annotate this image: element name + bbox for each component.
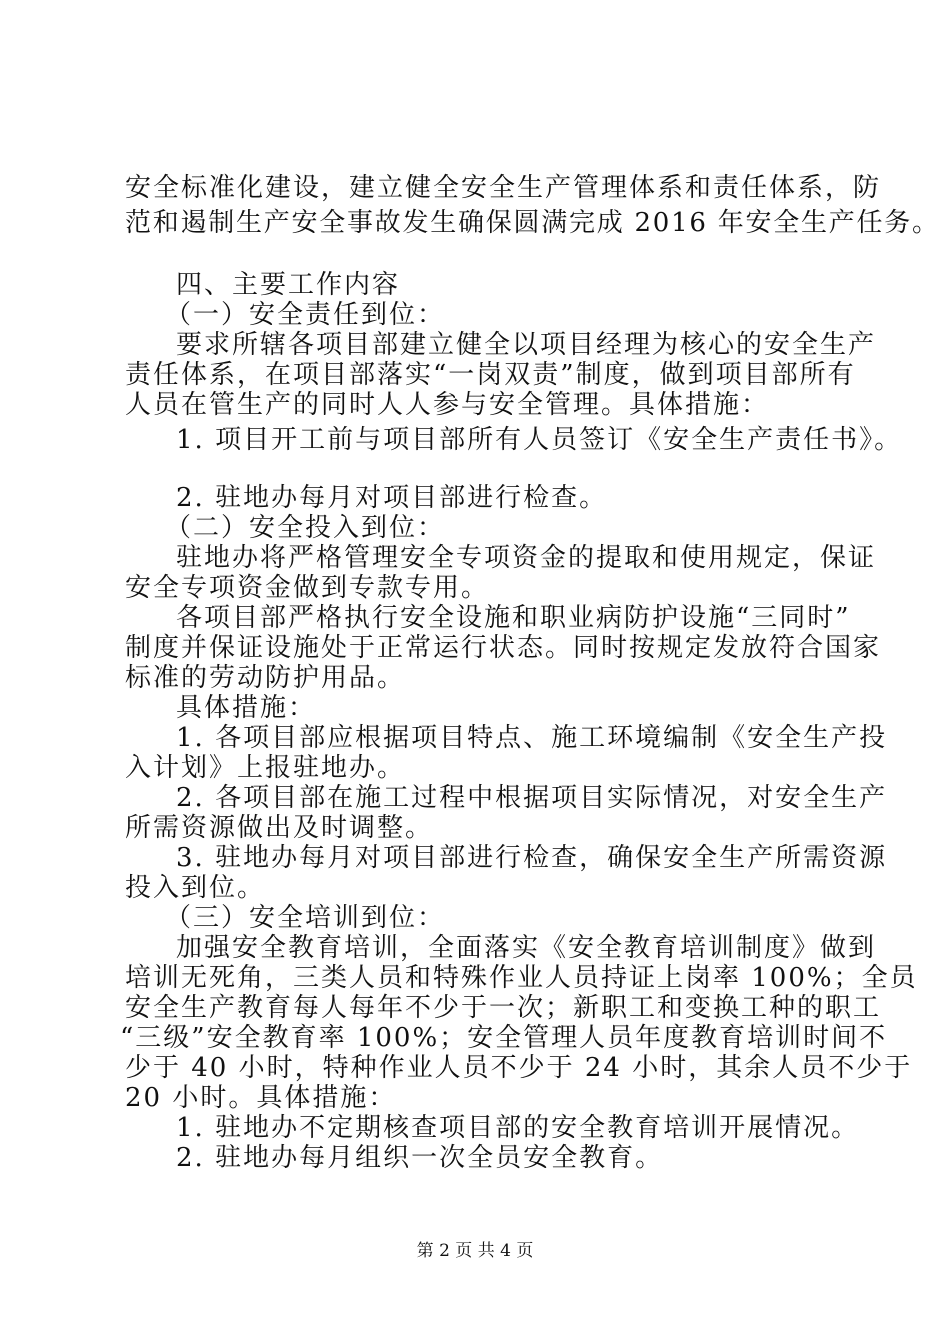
text-line: 少于 40 小时，特种作业人员不少于 24 小时，其余人员不少于 (125, 1053, 913, 1083)
text-line: 入计划》上报驻地办。 (125, 753, 406, 783)
list-item: 2. 驻地办每月对项目部进行检查。 (176, 483, 608, 513)
list-item: 1. 各项目部应根据项目特点、施工环境编制《安全生产投 (176, 723, 888, 753)
text-line: 20 小时。具体措施： (125, 1083, 397, 1113)
text-line: 标准的劳动防护用品。 (125, 663, 406, 693)
text-line: 范和遏制生产安全事故发生确保圆满完成 2016 年安全生产任务。 (125, 208, 940, 238)
subsection-heading: （二）安全投入到位： (165, 513, 446, 543)
subsection-heading: （一）安全责任到位： (165, 300, 446, 330)
list-item: 1. 项目开工前与项目部所有人员签订《安全生产责任书》。 (176, 425, 903, 455)
text-line: “三级”安全教育率 100%；安全管理人员年度教育培训时间不 (120, 1023, 888, 1053)
text-line: 培训无死角，三类人员和特殊作业人员持证上岗率 100%；全员 (125, 963, 918, 993)
text-line: 制度并保证设施处于正常运行状态。同时按规定发放符合国家 (125, 633, 882, 663)
text-line: 各项目部严格执行安全设施和职业病防护设施“三同时” (176, 603, 851, 633)
section-heading: 四、主要工作内容 (176, 270, 401, 300)
list-item: 3. 驻地办每月对项目部进行检查，确保安全生产所需资源 (176, 843, 888, 873)
text-line: 要求所辖各项目部建立健全以项目经理为核心的安全生产 (176, 330, 877, 360)
text-line: 所需资源做出及时调整。 (125, 813, 434, 843)
text-line: 加强安全教育培训，全面落实《安全教育培训制度》做到 (176, 933, 877, 963)
text-line: 人员在管生产的同时人人参与安全管理。具体措施： (125, 390, 770, 420)
list-item: 2. 各项目部在施工过程中根据项目实际情况，对安全生产 (176, 783, 888, 813)
list-item: 1. 驻地办不定期核查项目部的安全教育培训开展情况。 (176, 1113, 860, 1143)
page-footer: 第 2 页 共 4 页 (416, 1241, 534, 1261)
text-line: 责任体系，在项目部落实“一岗双责”制度，做到项目部所有 (125, 360, 856, 390)
text-line: 投入到位。 (125, 873, 266, 903)
subsection-heading: （三）安全培训到位： (165, 903, 446, 933)
text-line: 驻地办将严格管理安全专项资金的提取和使用规定，保证 (176, 543, 877, 573)
text-line: 安全生产教育每人每年不少于一次；新职工和变换工种的职工 (125, 993, 882, 1023)
text-line: 安全标准化建设，建立健全安全生产管理体系和责任体系，防 (125, 173, 882, 203)
list-item: 2. 驻地办每月组织一次全员安全教育。 (176, 1143, 664, 1173)
text-line: 具体措施： (176, 693, 317, 723)
text-line: 安全专项资金做到专款专用。 (125, 573, 490, 603)
